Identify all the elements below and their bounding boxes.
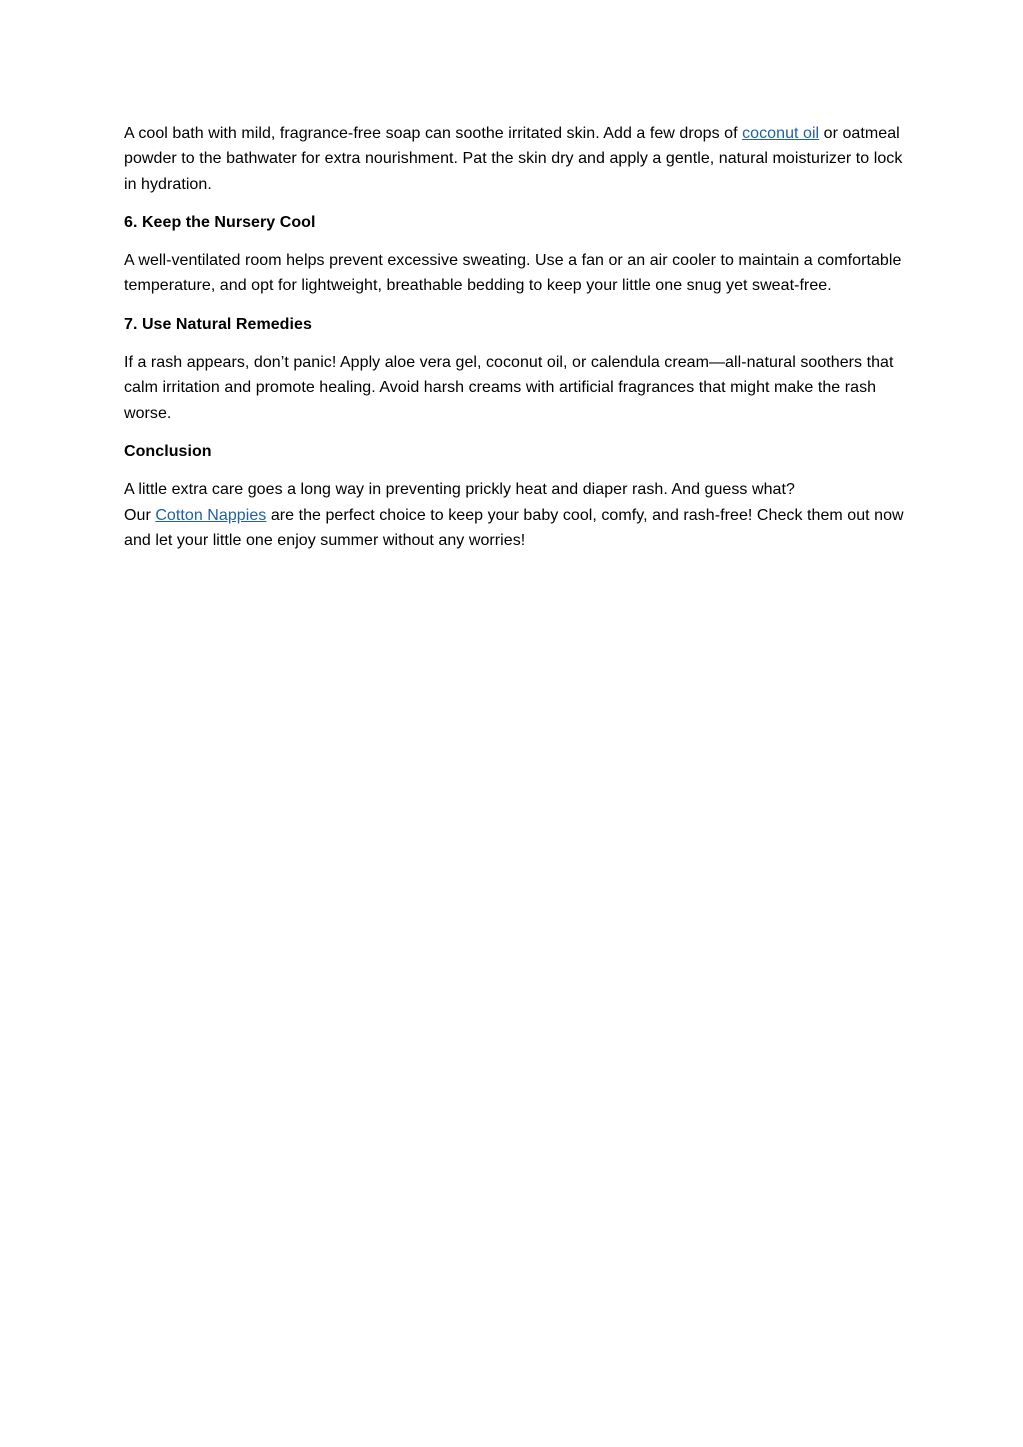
remedies-heading: 7. Use Natural Remedies — [124, 315, 312, 333]
conclusion-line-1: A little extra care goes a long way in preventing prickly heat and diaper rash. And guess what? — [124, 481, 795, 499]
nursery-paragraph: A well-ventilated room helps prevent excessive sweating. Use a fan or an air cooler to maintain a comfortable temperature, and opt for lightweight, breathable bedding to keep your little one snug yet sweat-free. — [124, 252, 902, 295]
remedies-paragraph: If a rash appears, don’t panic! Apply aloe vera gel, coconut oil, or calendula cream—all-natural soothers that calm irritation and promote healing. Avoid harsh creams with artificial fragrances that might make the rash worse. — [124, 354, 894, 422]
conclusion-heading: Conclusion — [124, 442, 212, 460]
bath-text-before: A cool bath with mild, fragrance-free soap can soothe irritated skin. Add a few drops of — [124, 125, 743, 142]
conclusion-paragraph — [124, 477, 914, 553]
cotton-nappies-link[interactable]: Cotton Nappies — [155, 506, 267, 524]
nursery-heading: 6. Keep the Nursery Cool — [124, 213, 316, 231]
coconut-oil-link[interactable]: coconut oil — [742, 125, 820, 142]
conclusion-text-before: Our — [124, 506, 156, 524]
bath-text-after: or oatmeal powder to the bathwater for extra nourishment. Pat the skin dry and apply a gentle, natural moisturizer to lock in hydration. — [124, 125, 903, 193]
bath-paragraph — [124, 121, 914, 197]
conclusion-text-after: are the perfect choice to keep your baby cool, comfy, and rash-free! Check them out now and let your little one enjoy summer without any worries! — [124, 506, 904, 549]
document-page — [124, 121, 914, 566]
